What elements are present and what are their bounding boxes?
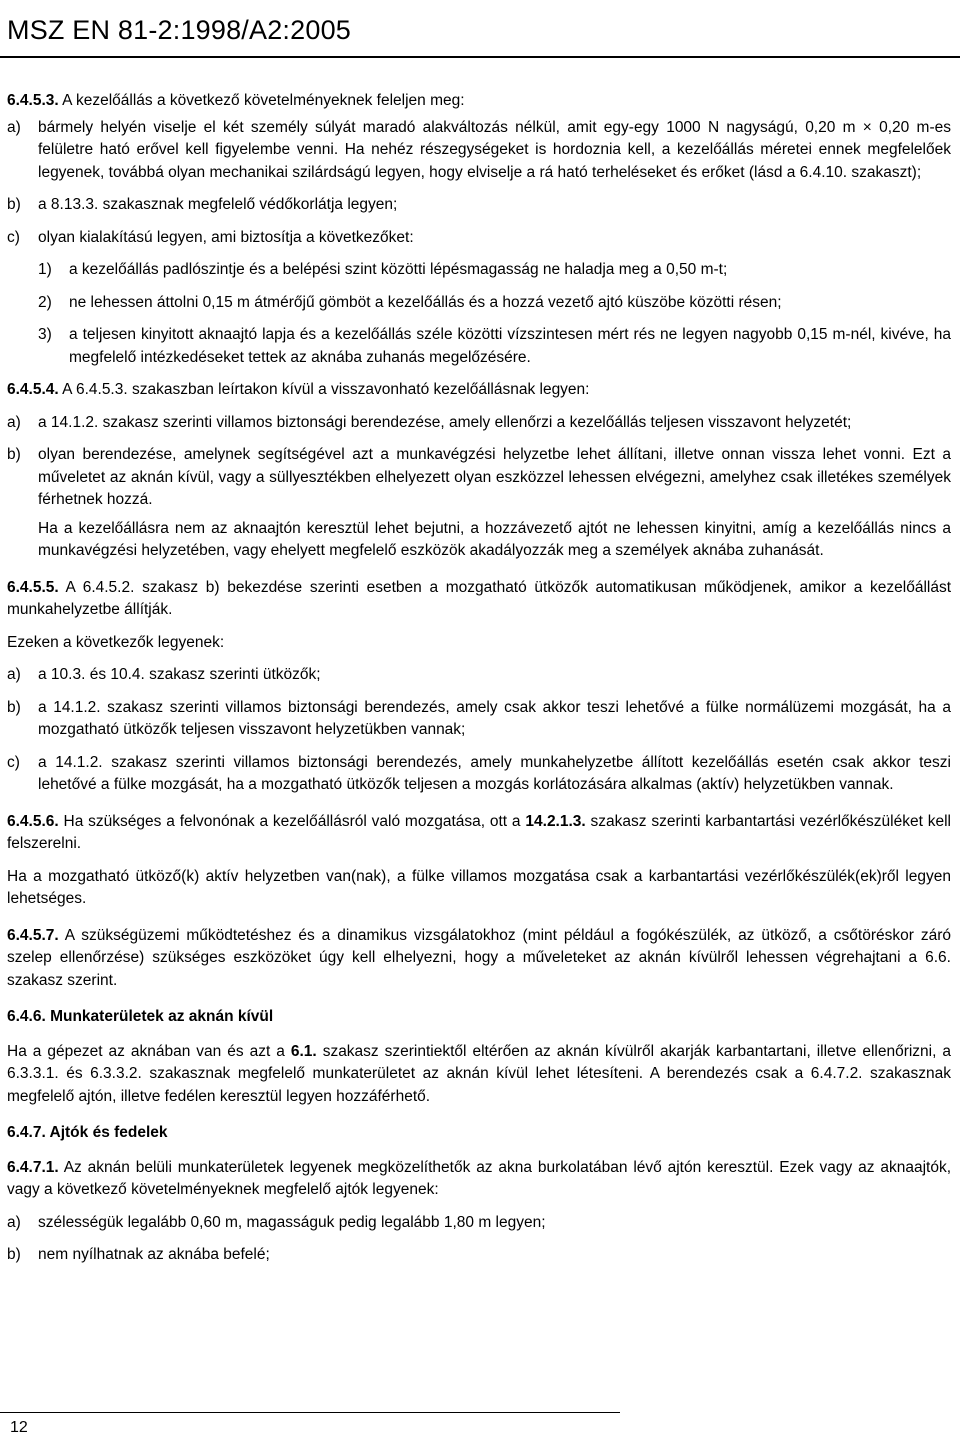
list-label: c) bbox=[7, 228, 20, 246]
paragraph-text: A 6.4.5.3. szakaszban leírtakon kívül a visszavonható kezelőállásnak legyen: bbox=[62, 381, 590, 398]
section-reference: 14.2.1.3. bbox=[525, 812, 586, 830]
list-label: b) bbox=[7, 698, 21, 716]
section-6455-intro bbox=[7, 577, 951, 622]
sub-list-item bbox=[38, 292, 951, 315]
section-6471-text bbox=[7, 1157, 951, 1202]
list-text: a 14.1.2. szakasz szerinti villamos biztonsági berendezése, amely ellenőrzi a kezelőállás teljesen visszavont helyzetét; bbox=[38, 413, 852, 431]
list-label: 2) bbox=[38, 293, 52, 311]
section-heading: 6.4.6. Munkaterületek az aknán kívül bbox=[7, 1008, 274, 1025]
indented-paragraph: Ha a kezelőállásra nem az aknaajtón keresztül lehet bejutni, a hozzávezető ajtót ne lehessen kinyitni, amíg a kezelőállás nincs a munkavégzési helyzetében, vagy ehelyett megfelelő eszközök akadályozzák meg a személyek aknába zuhanását. bbox=[38, 519, 951, 559]
footer-divider bbox=[0, 1412, 620, 1413]
section-number: 6.4.5.6. bbox=[7, 812, 59, 830]
list-item bbox=[7, 664, 951, 687]
document-header-title: MSZ EN 81-2:1998/A2:2005 bbox=[7, 15, 352, 45]
section-number: 6.4.5.4. bbox=[7, 381, 59, 398]
list-text: ne lehessen áttolni 0,15 m átmérőjű gömböt a kezelőállás és a hozzá vezető ajtó küszöbe közötti résen; bbox=[69, 293, 782, 311]
section-6453-intro bbox=[7, 90, 951, 113]
paragraph-text: szakasz szerintiektől eltérően az aknán kívülről akarják karbantartani, illetve ellenőrizni, a 6.3.3.1. és 6.3.3.2. szakasznak megfelelő munkaterületet az aknán kívül lehet létesíteni. A berendezés csak a 6.4.7.2. szakasznak megfelelő ajtón, illetve fedélen keresztül legyen hozzáférhető. bbox=[7, 1042, 952, 1105]
paragraph-text: A 6.4.5.2. szakasz b) bekezdése szerinti esetben a mozgatható ütközők automatikusan működjenek, amikor a kezelőállást munkahelyzetbe állítják. bbox=[7, 578, 952, 618]
list-text: szélességük legalább 0,60 m, magasságuk pedig legalább 1,80 m legyen; bbox=[38, 1213, 546, 1231]
section-number: 6.4.5.7. bbox=[7, 926, 59, 944]
list-text: olyan berendezése, amelynek segítségével azt a munkavégzési helyzetbe lehet állítani, illetve onnan vissza lehet vonni. Ezt a műveletet az aknán kívül, vagy a süllyesztékben elhelyezett olyan eszközzel lehessen elvégezni, amelyhez csak illetékes személyek férhetnek hozzá. bbox=[38, 446, 951, 508]
list-item bbox=[7, 1212, 951, 1235]
section-646-text bbox=[7, 1041, 951, 1109]
page-number: 12 bbox=[10, 1419, 28, 1436]
list-label: c) bbox=[7, 753, 20, 771]
paragraph-text: szakasz szerinti karbantartási vezérlőkészüléket kell felszerelni. bbox=[7, 812, 951, 852]
section-number: 6.4.5.3. bbox=[7, 92, 59, 109]
paragraph: Ezeken a következők legyenek: bbox=[7, 633, 225, 651]
list-label: 3) bbox=[38, 326, 52, 343]
list-label: b) bbox=[7, 446, 21, 463]
list-item bbox=[7, 117, 951, 185]
list-text: a kezelőállás padlószintje és a belépési szint közötti lépésmagasság ne haladja meg a 0,50 m-t; bbox=[69, 261, 728, 278]
list-text: a 14.1.2. szakasz szerinti villamos biztonsági berendezés, amely csak akkor teszi lehetővé a fülke normálüzemi mozgását, ha a mozgatható ütközők teljesen visszavont helyzetükben vannak; bbox=[38, 698, 951, 738]
list-label: a) bbox=[7, 1213, 21, 1231]
list-label: a) bbox=[7, 666, 21, 683]
paragraph-text: Ha szükséges a felvonónak a kezelőállásról való mozgatása, ott a bbox=[63, 812, 521, 830]
list-text: nem nyílhatnak az aknába befelé; bbox=[38, 1246, 270, 1263]
list-label: a) bbox=[7, 413, 21, 431]
paragraph-text: Ha a gépezet az aknában van és azt a bbox=[7, 1042, 285, 1060]
list-text: a 14.1.2. szakasz szerinti villamos biztonsági berendezés, amely munkahelyzetbe állított kezelőállás esetén csak akkor teszi lehetővé a fülke mozgását, ha a mozgatható ütközők teljesen a mozgás korlátozására alkalmas (aktív) helyzetükben vannak. bbox=[38, 753, 951, 793]
paragraph: Ha a mozgatható ütköző(k) aktív helyzetben van(nak), a fülke villamos mozgatása csak a karbantartási vezérlőkészülék(ek)ről legyen lehetséges. bbox=[7, 867, 951, 907]
section-number: 6.4.5.5. bbox=[7, 578, 59, 596]
list-label: b) bbox=[7, 1246, 21, 1263]
list-item bbox=[7, 227, 951, 250]
sub-list-item bbox=[38, 259, 951, 282]
list-text: a 10.3. és 10.4. szakasz szerinti ütközők; bbox=[38, 666, 321, 683]
header-divider bbox=[0, 56, 960, 58]
list-label: 1) bbox=[38, 261, 52, 278]
list-text: bármely helyén viselje el két személy súlyát maradó alakváltozás nélkül, amit egy-egy 1000 N nagyságú, 0,20 m × 0,20 m-es felületre ható erővel kell figyelembe venni. Ha nehéz részegységeket is hordoznia kell, a kezelőállás méretei ennek megfelelőek legyenek, továbbá olyan mechanikai szilárdságú legyen, hogy elviselje a rá ható terheléseket és erőket (lásd a 6.4.10. szakaszt); bbox=[38, 118, 951, 181]
list-text: a teljesen kinyitott aknaajtó lapja és a kezelőállás széle közötti vízszintesen mért rés ne legyen nagyobb 0,15 m-nél, kivéve, ha megfelelő intézkedéseket tettek az aknába zuhanás megelőzésére. bbox=[69, 326, 951, 366]
paragraph-text: A kezelőállás a következő követelményeknek feleljen meg: bbox=[62, 92, 465, 109]
section-6456-text bbox=[7, 811, 951, 856]
list-label: a) bbox=[7, 118, 21, 136]
paragraph-text: Az aknán belüli munkaterületek legyenek megközelíthetők az akna burkolatában lévő ajtón keresztül. Ezek vagy az aknaajtók, vagy a következő követelményeknek megfelelő ajtók legyenek: bbox=[7, 1158, 952, 1198]
sub-list-item bbox=[38, 324, 951, 369]
document-body bbox=[7, 90, 951, 1277]
section-6457-text bbox=[7, 925, 951, 993]
section-heading: 6.4.7. Ajtók és fedelek bbox=[7, 1124, 168, 1141]
section-reference: 6.1. bbox=[290, 1042, 317, 1060]
list-item bbox=[7, 697, 951, 742]
paragraph-text: A szükségüzemi működtetéshez és a dinamikus vizsgálatokhoz (mint például a fogókészülék, az ütköző, a csőtöréskor záró szelep ellenőrzése) szükséges eszközöket úgy kell elhelyezni, hogy a műveleteket az aknán kívülről lehessen végrehajtani a 6.6. szakasz szerint. bbox=[7, 926, 951, 989]
list-item bbox=[7, 1244, 951, 1267]
list-item bbox=[7, 752, 951, 797]
list-item bbox=[7, 412, 951, 435]
list-text: a 8.13.3. szakasznak megfelelő védőkorlátja legyen; bbox=[38, 196, 398, 213]
list-text: olyan kialakítású legyen, ami biztosítja a következőket: bbox=[38, 228, 414, 246]
section-6454-intro bbox=[7, 379, 951, 402]
list-item bbox=[7, 444, 951, 512]
list-item bbox=[7, 194, 951, 217]
section-number: 6.4.7.1. bbox=[7, 1158, 59, 1176]
list-label: b) bbox=[7, 196, 21, 213]
